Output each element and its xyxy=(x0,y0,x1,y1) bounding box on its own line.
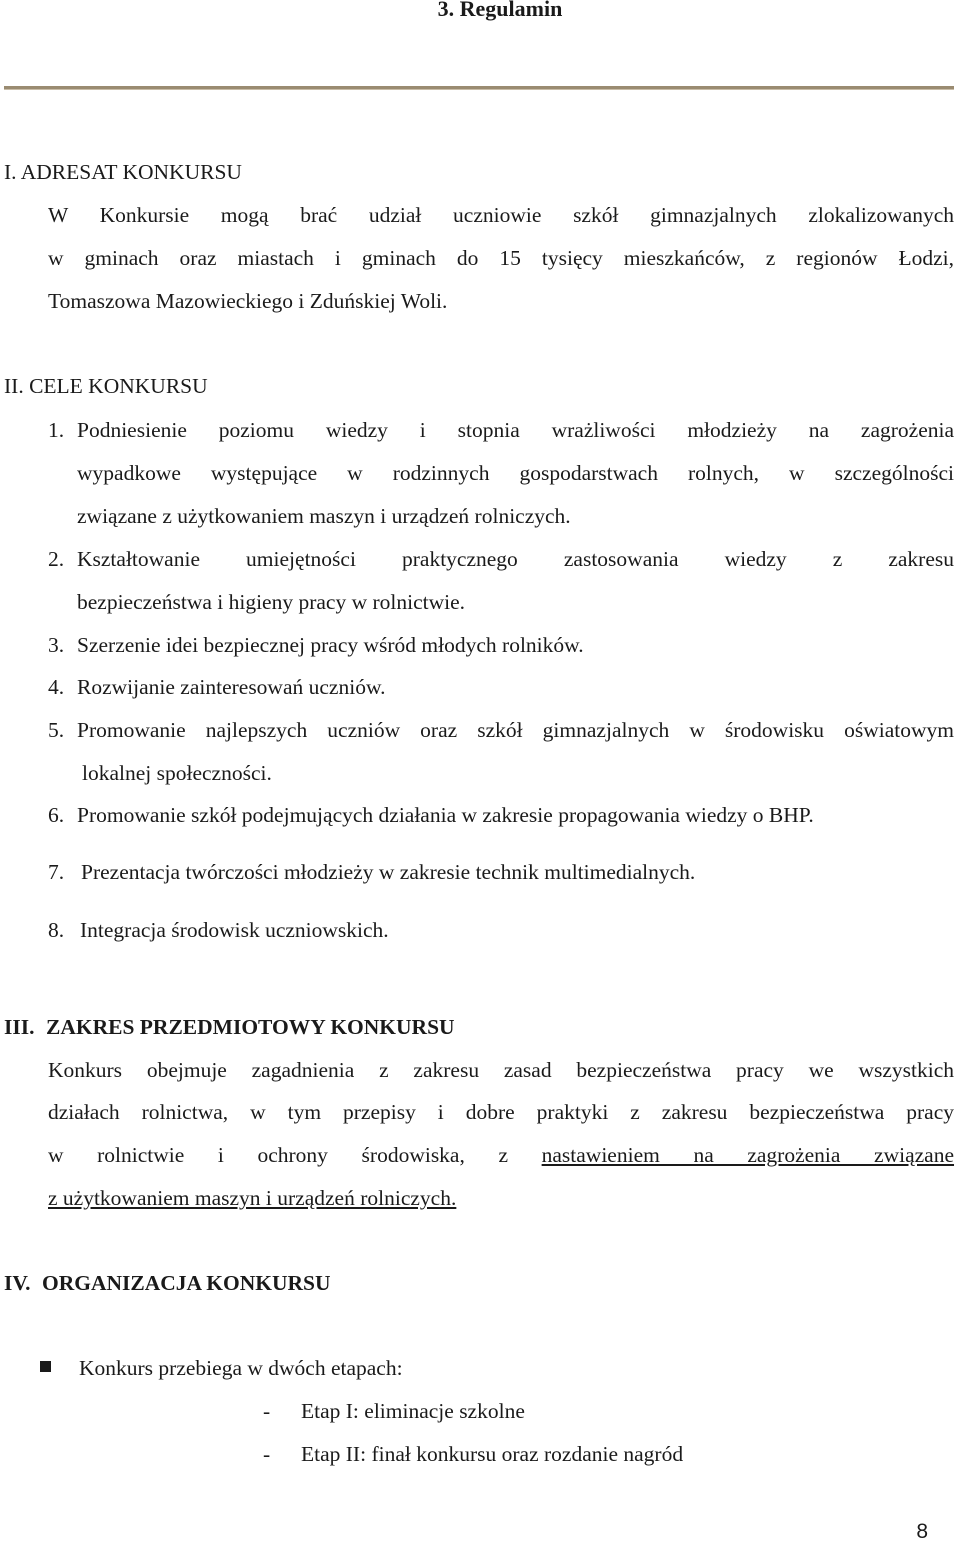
goal-1-number: 1. xyxy=(48,418,65,442)
goal-4-number: 4. xyxy=(48,675,65,699)
section-1-line-3: Tomaszowa Mazowieckiego i Zduńskiej Woli. xyxy=(48,289,448,313)
stage-1-dash: - xyxy=(263,1399,271,1423)
section-2-heading: II. CELE KONKURSU xyxy=(4,374,208,398)
stage-2-text: Etap II: finał konkursu oraz rozdanie nagród xyxy=(301,1442,684,1466)
goal-5-number: 5. xyxy=(48,718,65,742)
bullet-text: Konkurs przebiega w dwóch etapach: xyxy=(79,1356,403,1380)
stage-1-text: Etap I: eliminacje szkolne xyxy=(301,1399,525,1423)
section-1-heading: I. ADRESAT KONKURSU xyxy=(4,160,242,184)
goal-5-line-2: lokalnej społeczności. xyxy=(82,761,272,785)
page-title: 3. Regulamin xyxy=(437,0,563,21)
square-bullet-icon xyxy=(40,1361,51,1372)
section-3-line-3-underlined: nastawieniem na zagrożenia związane xyxy=(541,1143,955,1167)
goal-7-text: Prezentacja twórczości młodzieży w zakresie technik multimedialnych. xyxy=(81,860,696,884)
goal-3-text: Szerzenie idei bezpiecznej pracy wśród młodych rolników. xyxy=(77,633,584,657)
stage-2-dash: - xyxy=(263,1442,271,1466)
goal-2-number: 2. xyxy=(48,547,65,571)
section-1-line-1: W Konkursie mogą brać udział uczniowie szkół gimnazjalnych zlokalizowanych xyxy=(48,203,954,227)
section-4-heading-number: IV. xyxy=(4,1271,31,1295)
goal-4-text: Rozwijanie zainteresowań uczniów. xyxy=(77,675,386,699)
goal-6-number: 6. xyxy=(48,803,65,827)
header-divider xyxy=(4,86,954,90)
goal-2-line-2: bezpieczeństwa i higieny pracy w rolnictwie. xyxy=(77,590,466,614)
section-3-line-4-underlined: z użytkowaniem maszyn i urządzeń rolniczych. xyxy=(48,1186,457,1210)
goal-8-text: Integracja środowisk uczniowskich. xyxy=(80,918,389,942)
goal-2-line-1: Kształtowanie umiejętności praktycznego zastosowania wiedzy z zakresu xyxy=(77,547,954,571)
goal-1-line-2: wypadkowe występujące w rodzinnych gospodarstwach rolnych, w szczególności xyxy=(77,461,954,485)
section-3-heading-number: III. xyxy=(4,1015,35,1039)
page-number: 8 xyxy=(916,1520,928,1543)
goal-7-number: 7. xyxy=(48,860,65,884)
section-4-heading: ORGANIZACJA KONKURSU xyxy=(42,1271,331,1295)
goal-1-line-3: związane z użytkowaniem maszyn i urządzeń rolniczych. xyxy=(77,504,571,528)
section-3-heading: ZAKRES PRZEDMIOTOWY KONKURSU xyxy=(46,1015,455,1039)
goal-5-line-1: Promowanie najlepszych uczniów oraz szkół gimnazjalnych w środowisku oświatowym xyxy=(77,718,954,742)
goal-3-number: 3. xyxy=(48,633,65,657)
section-3-line-1: Konkurs obejmuje zagadnienia z zakresu zasad bezpieczeństwa pracy we wszystkich xyxy=(48,1058,954,1082)
section-3-line-3-plain: w rolnictwie i ochrony środowiska, z xyxy=(48,1143,509,1167)
goal-8-number: 8. xyxy=(48,918,65,942)
section-1-line-2: w gminach oraz miastach i gminach do 15 tysięcy mieszkańców, z regionów Łodzi, xyxy=(48,246,954,270)
section-3-line-3 xyxy=(48,1143,954,1168)
goal-6-text: Promowanie szkół podejmujących działania w zakresie propagowania wiedzy o BHP. xyxy=(77,803,814,827)
goal-1-line-1: Podniesienie poziomu wiedzy i stopnia wrażliwości młodzieży na zagrożenia xyxy=(77,418,954,442)
section-3-line-2: działach rolnictwa, w tym przepisy i dobre praktyki z zakresu bezpieczeństwa pracy xyxy=(48,1100,954,1124)
